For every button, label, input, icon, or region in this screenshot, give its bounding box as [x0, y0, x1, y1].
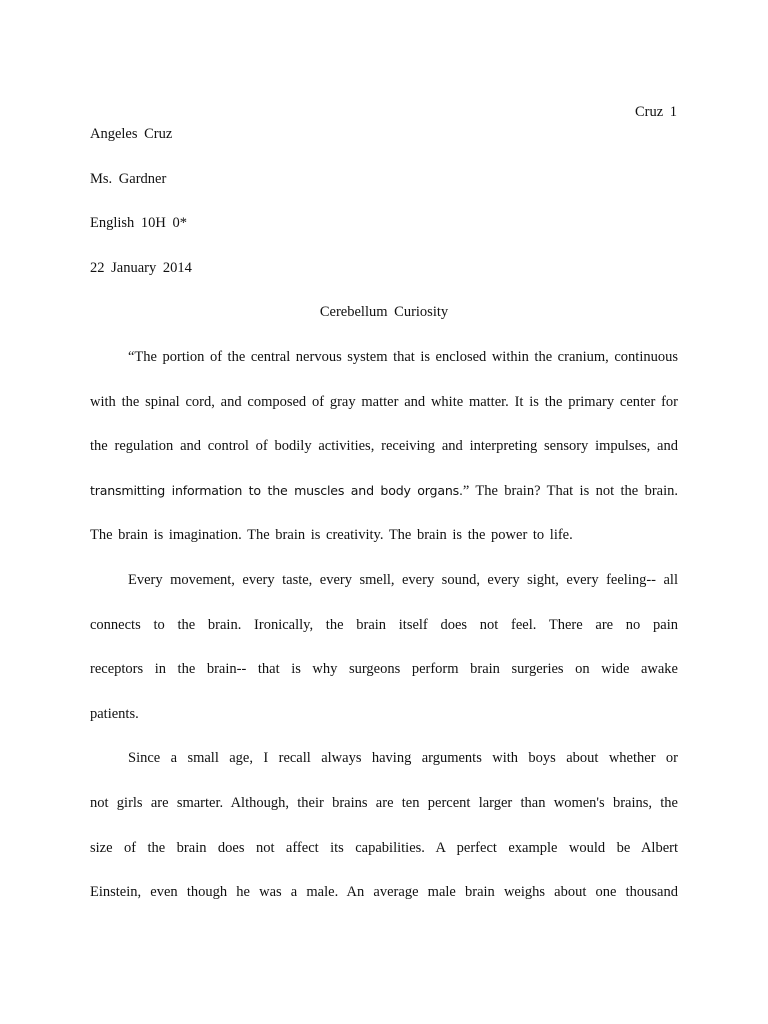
teacher-name: Ms. Gardner: [90, 170, 167, 187]
body-line: “The portion of the central nervous system that is enclosed within the cranium, continuous: [128, 348, 678, 365]
body-line: Einstein, even though he was a male. An average male brain weighs about one thousand: [90, 884, 678, 901]
quoted-text-fragment: transmitting information to the muscles and body organs.: [90, 482, 463, 498]
body-line: receptors in the brain-- that is why surgeons perform brain surgeries on wide awake: [90, 661, 678, 678]
student-name: Angeles Cruz: [90, 126, 173, 142]
body-line: Every movement, every taste, every smell, every sound, every sight, every feeling-- all: [128, 571, 678, 588]
body-line: connects to the brain. Ironically, the brain itself does not feel. There are no pain: [90, 616, 678, 633]
body-line: with the spinal cord, and composed of gray matter and white matter. It is the primary center for: [90, 393, 678, 410]
course-name: English 10H 0*: [90, 215, 188, 232]
body-line-fragment: ” The brain? That is not the brain.: [462, 482, 678, 499]
body-line: The brain is imagination. The brain is creativity. The brain is the power to life.: [90, 527, 573, 544]
body-line: not girls are smarter. Although, their brains are ten percent larger than women's brains, the: [90, 794, 678, 811]
body-line: patients.: [90, 705, 139, 722]
essay-content: [90, 124, 678, 927]
running-head: Cruz 1: [634, 104, 677, 120]
body-line-quote-end: [90, 481, 678, 526]
body-line: the regulation and control of bodily activities, receiving and interpreting sensory impulses, and: [90, 438, 678, 455]
body-line: Since a small age, I recall always having arguments with boys about whether or: [128, 750, 678, 767]
body-line: size of the brain does not affect its capabilities. A perfect example would be Albert: [90, 839, 678, 856]
essay-title: Cerebellum Curiosity: [319, 304, 449, 321]
essay-date: 22 January 2014: [90, 259, 192, 276]
